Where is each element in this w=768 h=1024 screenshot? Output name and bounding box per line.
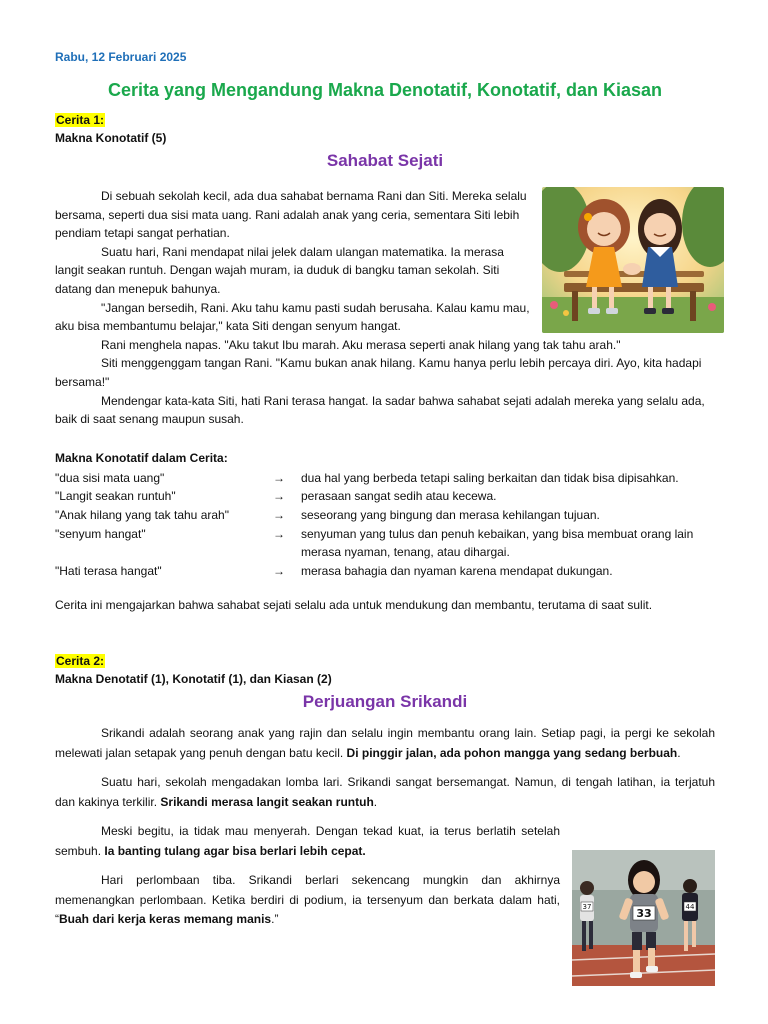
story1-conclusion: Cerita ini mengajarkan bahwa sahabat sejati selalu ada untuk mendukung dan membantu, terutama di saat sulit.: [55, 598, 653, 613]
arrow-icon: →: [273, 489, 285, 504]
konotatif-row: [55, 469, 715, 488]
konotatif-term: "Anak hilang yang tak tahu arah": [55, 507, 229, 522]
konotatif-row: [55, 506, 715, 525]
konotatif-meaning: dua hal yang berbeda tetapi saling berkaitan dan tidak bisa dipisahkan.: [301, 470, 679, 485]
konotatif-term: "senyum hangat": [55, 526, 146, 541]
konotatif-meaning: merasa bahagia dan nyaman karena mendapat dukungan.: [301, 563, 613, 578]
document-page: [55, 50, 715, 940]
story1-paragraph: Rani menghela napas. "Aku takut Ibu marah. Aku merasa seperti anak hilang yang tak tahu arah.": [101, 337, 621, 352]
highlighted-phrase: Di pinggir jalan, ada pohon mangga yang sedang berbuah: [346, 745, 678, 760]
story1-paragraph: "Jangan bersedih, Rani. Aku tahu kamu pasti sudah berusaha. Kalau kamu mau, aku bisa membantumu belajar," kata Siti dengan senyum hangat.: [55, 300, 530, 334]
arrow-icon: →: [273, 507, 285, 522]
highlighted-phrase: Srikandi merasa langit seakan runtuh: [160, 794, 374, 809]
konotatif-meaning: perasaan sangat sedih atau kecewa.: [301, 489, 497, 504]
page-title: Cerita yang Mengandung Makna Denotatif, Konotatif, dan Kiasan: [107, 80, 663, 100]
date-line: Rabu, 12 Februari 2025: [55, 50, 187, 64]
konotatif-row: [55, 525, 715, 562]
arrow-icon: →: [273, 470, 285, 485]
story2-paragraph: Srikandi adalah seorang anak yang rajin dan selalu ingin membantu orang lain. Setiap pagi, ia pergi ke sekolah melewati jalan setapak yang penuh dengan batu kecil. Di pinggir jalan, ada pohon mangga yang sedang berbuah.: [55, 726, 715, 760]
highlighted-phrase: Ia banting tulang agar bisa berlari lebih cepat.: [104, 843, 366, 858]
story2-paragraph: Hari perlombaan tiba. Srikandi berlari sekencang mungkin dan akhirnya memenangkan perlombaan. Ketika berdiri di podium, ia tersenyum dan berkata dalam hati, “Buah dari kerja keras memang manis.”: [55, 873, 560, 927]
svg-text:37: 37: [582, 903, 592, 912]
story2-label: Cerita 2:: [56, 654, 105, 669]
arrow-icon: →: [273, 526, 285, 541]
story1-title: Sahabat Sejati: [326, 151, 444, 170]
konotatif-term: "Langit seakan runtuh": [55, 489, 176, 504]
konotatif-term: "dua sisi mata uang": [55, 470, 165, 485]
story1-subtitle: Makna Konotatif (5): [55, 131, 167, 145]
konotatif-term: "Hati terasa hangat": [55, 563, 162, 578]
story2-title: Perjuangan Srikandi: [302, 692, 468, 712]
konotatif-row: [55, 487, 715, 506]
highlighted-phrase: Buah dari kerja keras memang manis: [59, 912, 272, 927]
two-friends-illustration: [542, 187, 724, 333]
story1-paragraph: Di sebuah sekolah kecil, ada dua sahabat bernama Rani dan Siti. Mereka selalu bersama, seperti dua sisi mata uang. Rani adalah anak yang ceria, sementara Siti lebih pendiam tetapi sangat perhatian.: [55, 189, 527, 241]
story2-subtitle: Makna Denotatif (1), Konotatif (1), dan Kiasan (2): [55, 672, 332, 687]
story2-paragraph: Suatu hari, sekolah mengadakan lomba lari. Srikandi sangat bersemangat. Namun, di tengah latihan, ia terjatuh dan kakinya terkilir. Srikandi merasa langit seakan runtuh.: [55, 775, 715, 809]
story1-body: [55, 187, 715, 429]
konotatif-meaning: seseorang yang bingung dan merasa kehilangan tujuan.: [301, 507, 600, 522]
svg-text:33: 33: [636, 907, 652, 921]
running-race-photo: [572, 850, 715, 986]
story1-paragraph: Siti menggenggam tangan Rani. "Kamu bukan anak hilang. Kamu hanya perlu lebih percaya diri. Ayo, kita hadapi bersama!": [55, 356, 702, 389]
konotatif-heading: Makna Konotatif dalam Cerita:: [55, 450, 228, 465]
konotatif-meaning: senyuman yang tulus dan penuh kebaikan, yang bisa membuat orang lain merasa nyaman, tenang, atau dihargai.: [301, 526, 694, 560]
arrow-icon: →: [273, 563, 285, 578]
story1-paragraph: Mendengar kata-kata Siti, hati Rani terasa hangat. Ia sadar bahwa sahabat sejati adalah mereka yang selalu ada, baik di saat senang maupun susah.: [55, 393, 705, 427]
konotatif-table: [55, 469, 715, 581]
story2-paragraph: Meski begitu, ia tidak mau menyerah. Dengan tekad kuat, ia terus berlatih setelah sembuh. Ia banting tulang agar bisa berlari lebih cepat.: [55, 824, 560, 858]
konotatif-row: [55, 562, 715, 581]
story2-body: [55, 724, 715, 930]
story1-paragraph: Suatu hari, Rani mendapat nilai jelek dalam ulangan matematika. Ia merasa langit seakan runtuh. Dengan wajah muram, ia duduk di bangku taman sekolah. Siti datang dan menepuk bahunya.: [55, 244, 504, 296]
story1-label: Cerita 1:: [56, 113, 105, 127]
svg-text:44: 44: [685, 903, 695, 912]
story1-text: [55, 187, 530, 336]
